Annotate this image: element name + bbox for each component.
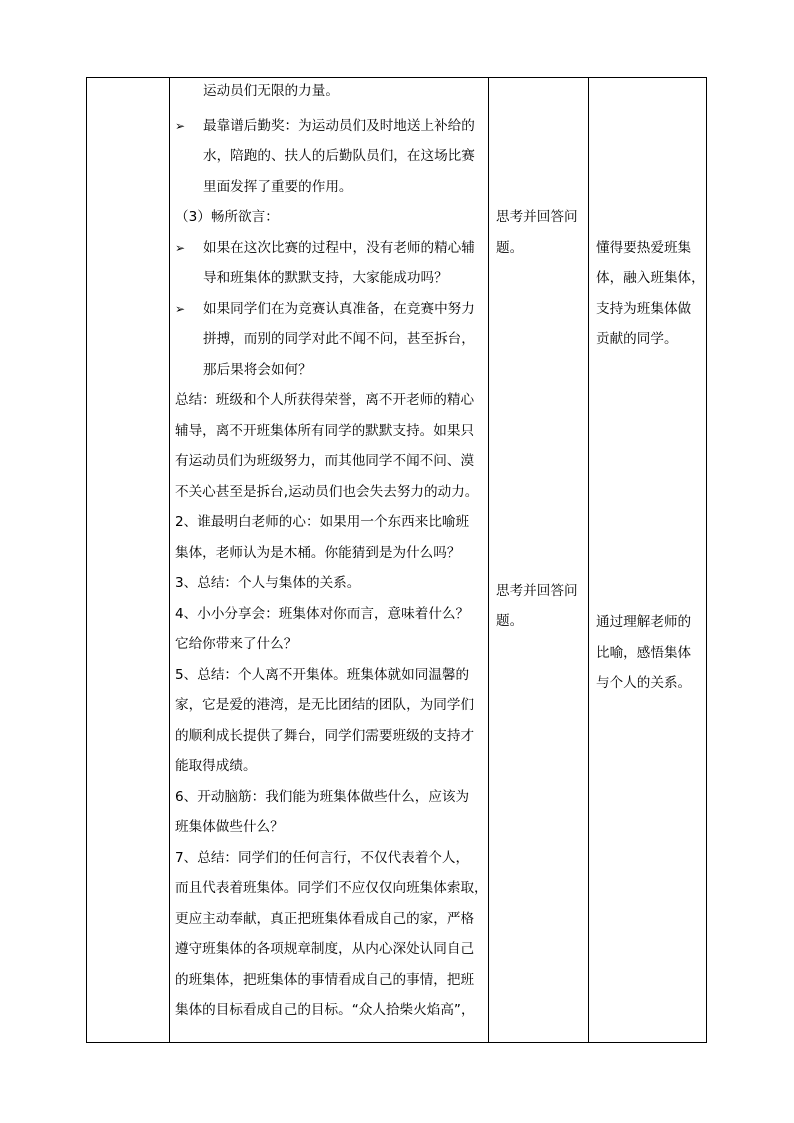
text-line: 体，融入班集体， xyxy=(596,270,705,286)
text-line: 拼搏，而别的同学对此不闻不问，甚至拆台， xyxy=(203,331,475,347)
text-line: 班集体做些什么？ xyxy=(175,819,284,835)
text-line: 如果在这次比赛的过程中，没有老师的精心辅 xyxy=(203,240,475,256)
text-line: 能取得成绩。 xyxy=(175,758,257,774)
column-divider xyxy=(169,78,170,1042)
text-line: 懂得要热爱班集 xyxy=(596,240,692,256)
text-line: 支持为班集体做 xyxy=(596,301,692,317)
text-line: 那后果将会如何？ xyxy=(203,362,312,378)
text-line: 如果同学们在为竞赛认真准备，在竞赛中努力 xyxy=(203,301,475,317)
text-line: 它给你带来了什么？ xyxy=(175,636,298,652)
text-line: 集体的目标看成自己的目标。“众人拾柴火焰高”， xyxy=(175,1002,475,1018)
text-line: （3）畅所欲言： xyxy=(175,209,279,225)
text-line: 思考并回答问 xyxy=(496,583,578,599)
text-line: 导和班集体的默默支持，大家能成功吗？ xyxy=(203,270,448,286)
text-line: 题。 xyxy=(496,613,524,629)
text-line: 3、总结：个人与集体的关系。 xyxy=(175,575,361,591)
lesson-plan-table xyxy=(86,77,707,1043)
text-line: 而且代表着班集体。同学们不应仅仅向班集体索取， xyxy=(175,880,488,896)
text-line: 的顺利成长提供了舞台，同学们需要班级的支持才 xyxy=(175,728,475,744)
text-line: 思考并回答问 xyxy=(496,209,578,225)
text-line: 总结：班级和个人所获得荣誉，离不开老师的精心 xyxy=(175,392,475,408)
text-line: 集体，老师认为是木桶。你能猜到是为什么吗？ xyxy=(175,545,461,561)
text-line: 5、总结：个人离不开集体。班集体就如同温馨的 xyxy=(175,667,470,683)
text-line: 4、小小分享会：班集体对你而言，意味着什么？ xyxy=(175,606,470,622)
bullet-marker: ➢ xyxy=(175,241,186,255)
text-line: 贡献的同学。 xyxy=(596,331,678,347)
column-divider xyxy=(588,78,589,1042)
text-line: 2、谁最明白老师的心：如果用一个东西来比喻班 xyxy=(175,514,470,530)
text-line: 的班集体，把班集体的事情看成自己的事情，把班 xyxy=(175,972,475,988)
text-line: 辅导，离不开班集体所有同学的默默支持。如果只 xyxy=(175,423,475,439)
text-line: 与个人的关系。 xyxy=(596,675,692,691)
text-line: 6、开动脑筋：我们能为班集体做些什么，应该为 xyxy=(175,789,470,805)
text-line: 题。 xyxy=(496,240,524,256)
text-line: 更应主动奉献，真正把班集体看成自己的家，严格 xyxy=(175,911,475,927)
text-line: 最靠谱后勤奖：为运动员们及时地送上补给的 xyxy=(203,118,475,134)
text-line: 家，它是爱的港湾，是无比团结的团队，为同学们 xyxy=(175,697,475,713)
bullet-marker: ➢ xyxy=(175,119,186,133)
text-line: 有运动员们为班级努力，而其他同学不闻不问、漠 xyxy=(175,453,475,469)
text-line: 不关心甚至是拆台,运动员们也会失去努力的动力。 xyxy=(175,484,479,500)
text-line: 遵守班集体的各项规章制度，从内心深处认同自己 xyxy=(175,941,475,957)
text-line: 水，陪跑的、扶人的后勤队员们，在这场比赛 xyxy=(203,148,475,164)
text-line: 通过理解老师的 xyxy=(596,614,692,630)
column-divider xyxy=(488,78,489,1042)
bullet-marker: ➢ xyxy=(175,302,186,316)
text-line: 比喻，感悟集体 xyxy=(596,645,692,661)
text-line: 里面发挥了重要的作用。 xyxy=(203,179,353,195)
text-line: 运动员们无限的力量。 xyxy=(203,83,339,99)
text-line: 7、总结：同学们的任何言行，不仅代表着个人， xyxy=(175,850,470,866)
